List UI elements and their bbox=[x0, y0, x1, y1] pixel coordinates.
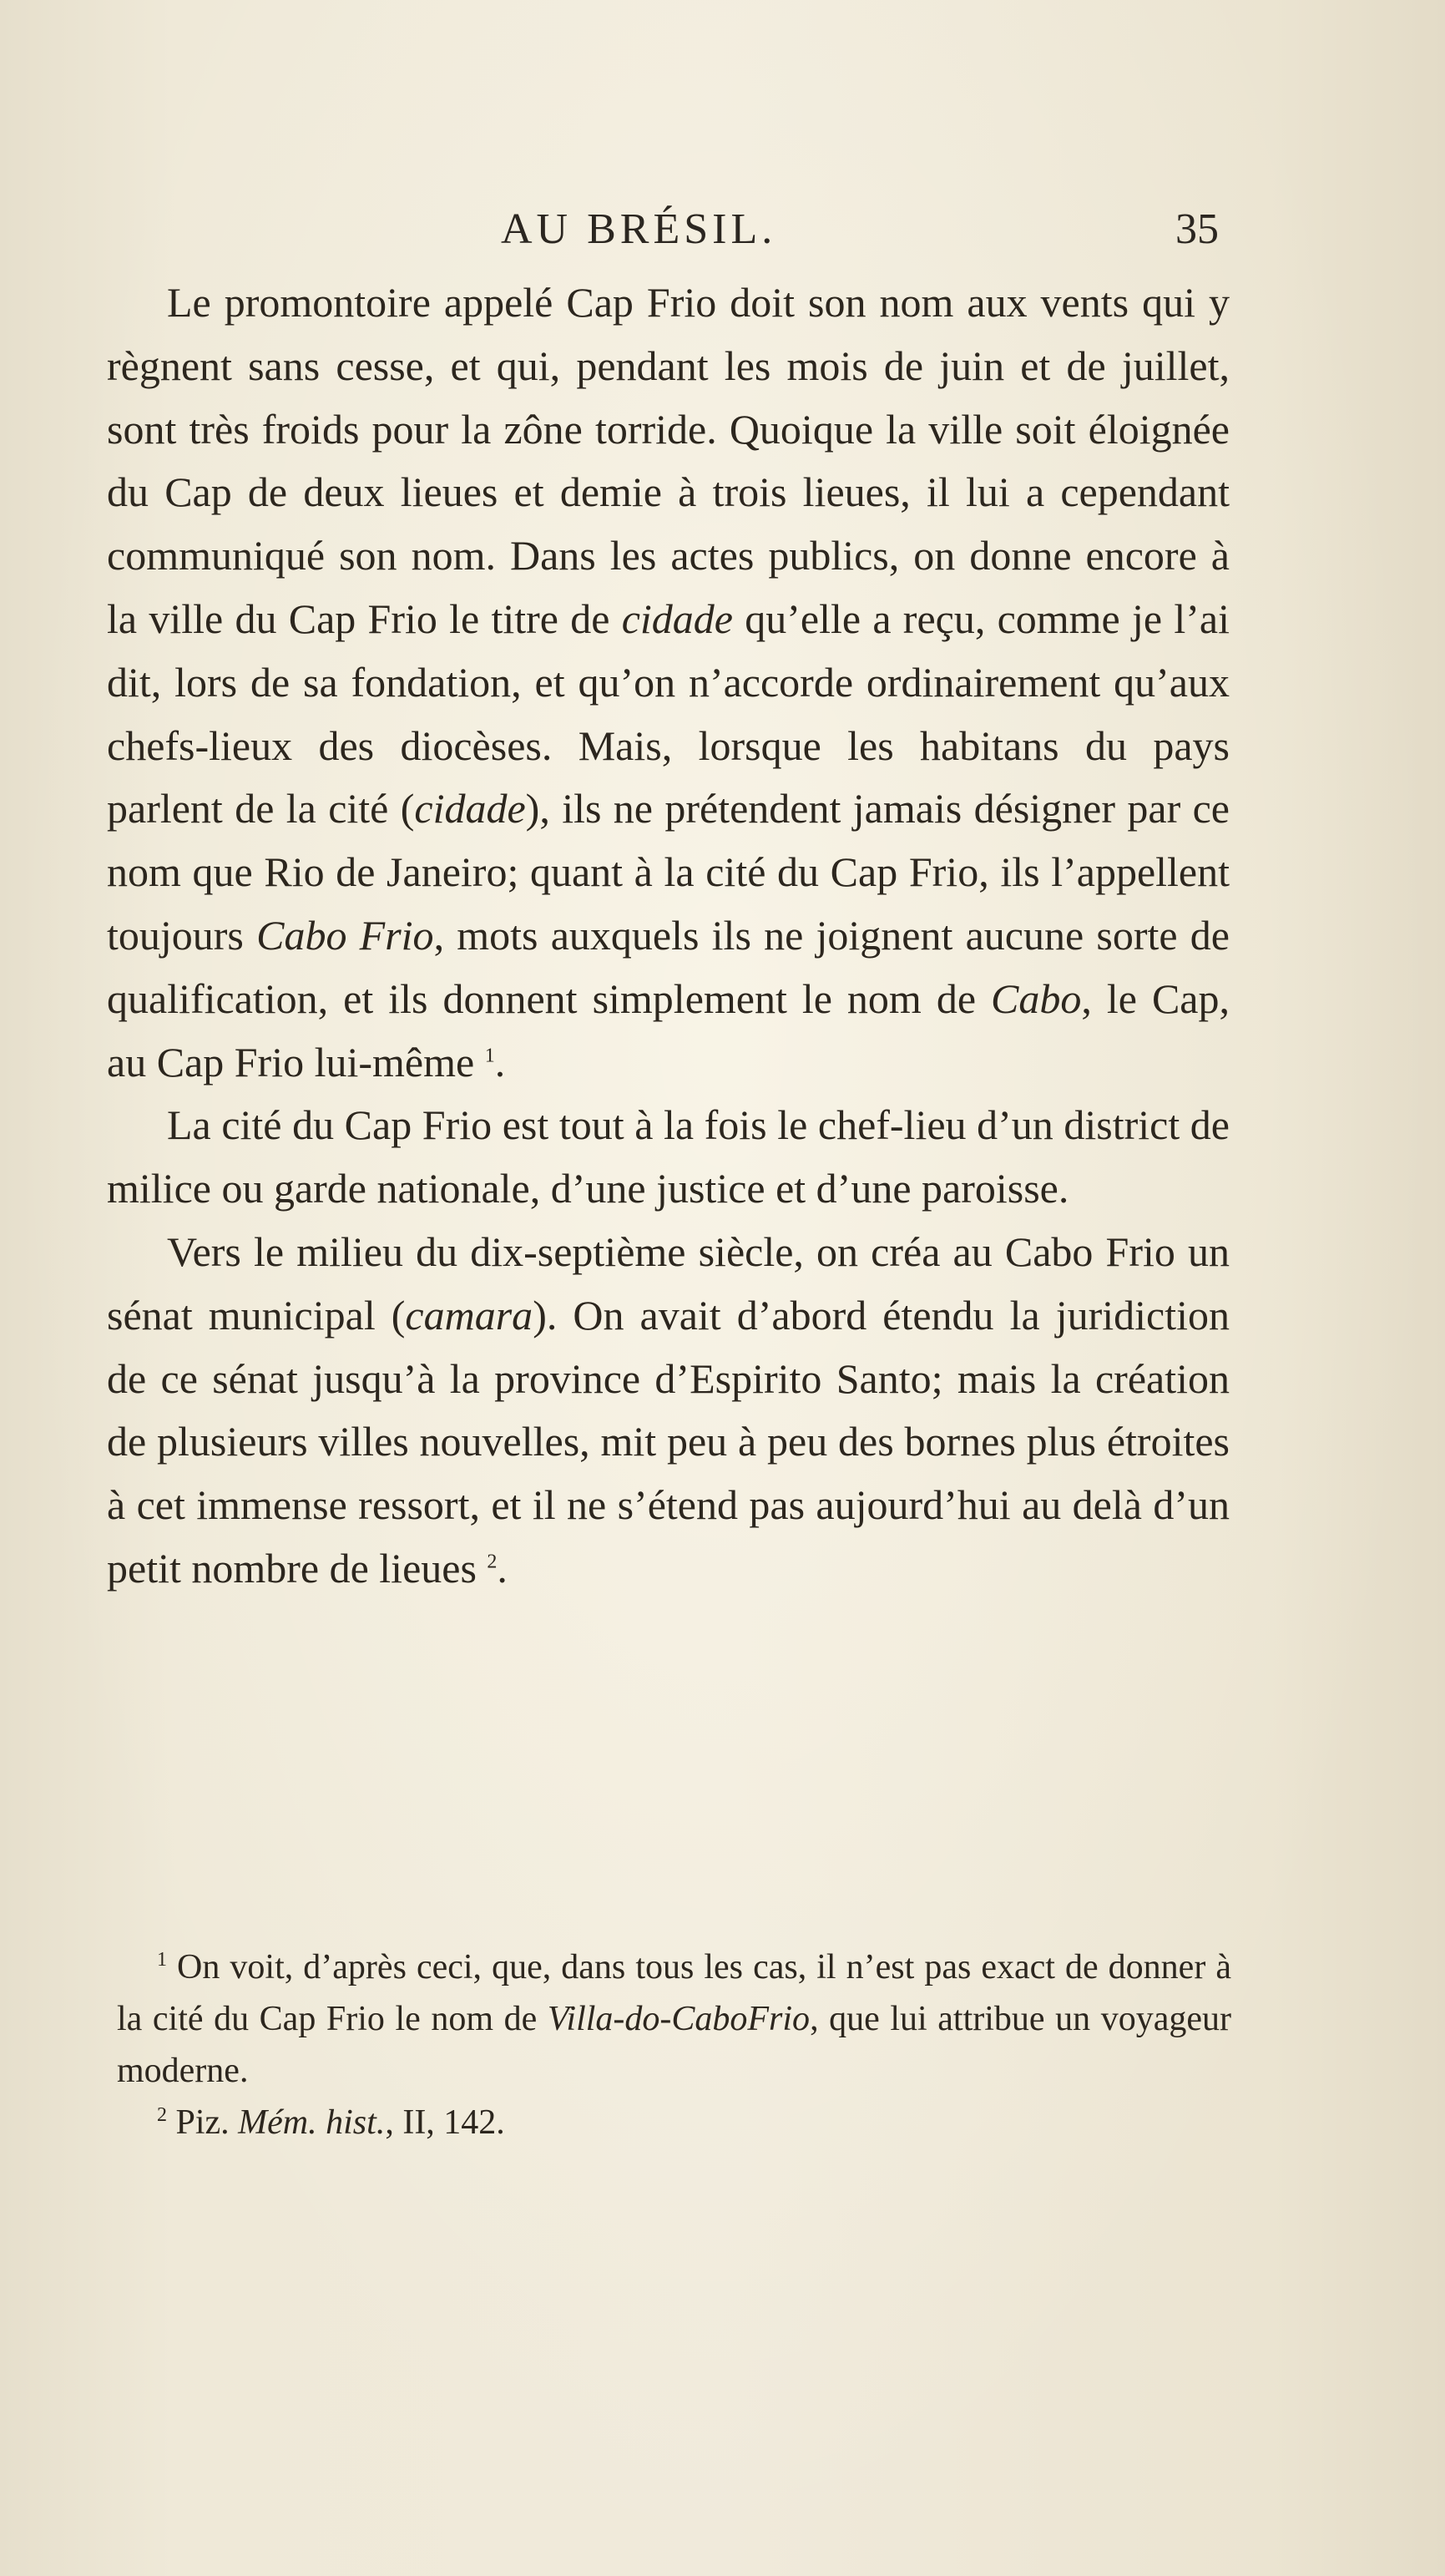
page-number: 35 bbox=[1175, 205, 1219, 253]
text-run: , mots auxquels ils ne joignent aucune sorte de qualification, et ils donnent simplement le nom de bbox=[107, 911, 1230, 1022]
running-title: AU BRÉSIL. bbox=[501, 205, 777, 253]
footnote-2 bbox=[117, 2097, 1231, 2148]
italic-term: cidade bbox=[621, 595, 733, 642]
footnotes bbox=[117, 1941, 1231, 2148]
page-header bbox=[109, 205, 1219, 263]
text-run: Le promontoire appelé Cap Frio doit son nom aux vents qui y règnent sans cesse, et qui, pendant les mois de juin et de juillet, sont très froids pour la zône torride. Quoique la ville soit éloignée du Cap de deux lieues et demie à trois lieues, il lui a cependant communiqué son nom. Dans les actes publics, on donne encore à la ville du Cap Frio le titre de bbox=[107, 279, 1230, 642]
paragraph-senate bbox=[107, 1221, 1230, 1601]
italic-term: Villa-do-CaboFrio bbox=[547, 2000, 811, 2038]
italic-term: Cabo bbox=[991, 974, 1082, 1022]
paragraph-cap-frio-name bbox=[107, 271, 1230, 1094]
text-run: . bbox=[497, 1544, 508, 1592]
text-run: qu’elle a reçu, comme je l’ai dit, lors de sa fondation, et qu’on n’accorde ordinairement qu’aux chefs-lieux des diocèses. Mais, lorsque les habitans du pays parlent de la cité ( bbox=[107, 595, 1230, 833]
text-run: ). On avait d’abord étendu la juridiction de ce sénat jusqu’à la province d’Espirito Santo; mais la création de plusieurs villes nouvelles, mit peu à peu des bornes plus étroites à cet immense ressort, et il ne s’étend pas aujourd’hui au delà d’un petit nombre de lieues bbox=[107, 1291, 1230, 1592]
text-run: . bbox=[494, 1038, 506, 1086]
italic-term: cidade bbox=[414, 785, 526, 833]
text-run: , II, 142. bbox=[385, 2103, 505, 2142]
footnote-reference: 1 bbox=[484, 1044, 495, 1066]
italic-term: Cabo Frio bbox=[256, 911, 434, 959]
text-run: Piz. bbox=[167, 2103, 239, 2142]
text-run: , le Cap, au Cap Frio lui-même bbox=[107, 974, 1230, 1086]
footnote-mark: 1 bbox=[157, 1949, 167, 1971]
italic-term: Mém. hist. bbox=[238, 2103, 386, 2142]
main-text bbox=[107, 271, 1230, 1601]
text-run: La cité du Cap Frio est tout à la fois le chef-lieu d’un district de milice ou garde nationale, d’une justice et d’une paroisse. bbox=[107, 1101, 1230, 1212]
paragraph-district bbox=[107, 1094, 1230, 1221]
italic-term: camara bbox=[405, 1291, 533, 1339]
footnote-mark: 2 bbox=[157, 2104, 167, 2126]
text-run: , que lui attribue un voyageur moderne. bbox=[117, 2000, 1231, 2090]
footnote-1 bbox=[117, 1941, 1231, 2097]
text-run: On voit, d’après ceci, que, dans tous les cas, il n’est pas exact de donner à la cité du Cap Frio le nom de bbox=[117, 1948, 1231, 2038]
text-run: Vers le milieu du dix-septième siècle, on créa au Cabo Frio un sénat municipal ( bbox=[107, 1227, 1230, 1339]
text-run: ), ils ne prétendent jamais désigner par ce nom que Rio de Janeiro; quant à la cité du Cap Frio, ils l’appellent toujours bbox=[107, 785, 1230, 959]
footnote-reference: 2 bbox=[487, 1551, 498, 1573]
